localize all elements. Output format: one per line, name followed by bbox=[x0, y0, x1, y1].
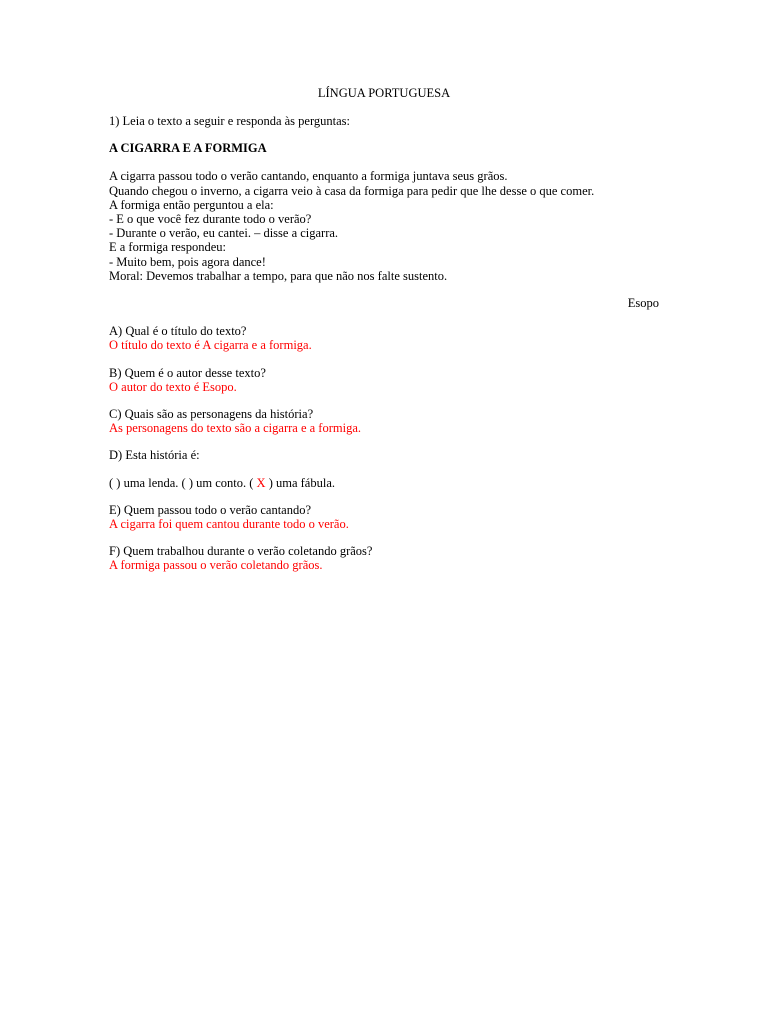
question-text: E) Quem passou todo o verão cantando? bbox=[109, 502, 312, 517]
story-line: - Muito bem, pois agora dance! bbox=[109, 254, 266, 269]
option-fabula-label: ) uma fábula. bbox=[268, 475, 335, 490]
answer-text: As personagens do texto são a cigarra e a formiga. bbox=[109, 421, 361, 436]
answer-text: O título do texto é A cigarra e a formiga. bbox=[109, 338, 312, 353]
options-row bbox=[109, 476, 669, 490]
question-text: C) Quais são as personagens da história? bbox=[109, 407, 314, 422]
page-title: LÍNGUA PORTUGUESA bbox=[317, 86, 451, 100]
story-author: Esopo bbox=[627, 296, 659, 311]
option-fabula-mark: X bbox=[256, 475, 266, 490]
question-b bbox=[109, 366, 669, 394]
answer-text: A formiga passou o verão coletando grãos. bbox=[109, 558, 323, 573]
answer-text: A cigarra foi quem cantou durante todo o verão. bbox=[109, 517, 349, 532]
document-body bbox=[109, 114, 669, 586]
story-line: - E o que você fez durante todo o verão? bbox=[109, 212, 312, 227]
story-line: Quando chegou o inverno, a cigarra veio à casa da formiga para pedir que lhe desse o que comer. bbox=[109, 183, 595, 198]
question-text: B) Quem é o autor desse texto? bbox=[109, 365, 266, 380]
option-conto: ( ) um conto. bbox=[181, 475, 247, 490]
question-a bbox=[109, 324, 669, 352]
instruction-text: 1) Leia o texto a seguir e responda às perguntas: bbox=[109, 114, 351, 128]
question-text: F) Quem trabalhou durante o verão coletando grãos? bbox=[109, 544, 373, 559]
story-line: Moral: Devemos trabalhar a tempo, para que não nos falte sustento. bbox=[109, 268, 448, 283]
option-fabula-open: ( bbox=[249, 475, 254, 490]
question-d bbox=[109, 448, 669, 462]
answer-text: O autor do texto é Esopo. bbox=[109, 379, 237, 394]
story-line: E a formiga respondeu: bbox=[109, 240, 226, 255]
question-c bbox=[109, 407, 669, 435]
story-title: A CIGARRA E A FORMIGA bbox=[109, 141, 267, 156]
question-e bbox=[109, 503, 669, 531]
question-f bbox=[109, 544, 669, 572]
story-text bbox=[109, 169, 669, 283]
question-text: A) Qual é o título do texto? bbox=[109, 324, 247, 339]
option-lenda: ( ) uma lenda. bbox=[109, 475, 179, 490]
question-text: D) Esta história é: bbox=[109, 448, 200, 463]
story-line: - Durante o verão, eu cantei. – disse a cigarra. bbox=[109, 226, 339, 241]
story-line: A cigarra passou todo o verão cantando, enquanto a formiga juntava seus grãos. bbox=[109, 169, 508, 184]
story-line: A formiga então perguntou a ela: bbox=[109, 197, 274, 212]
